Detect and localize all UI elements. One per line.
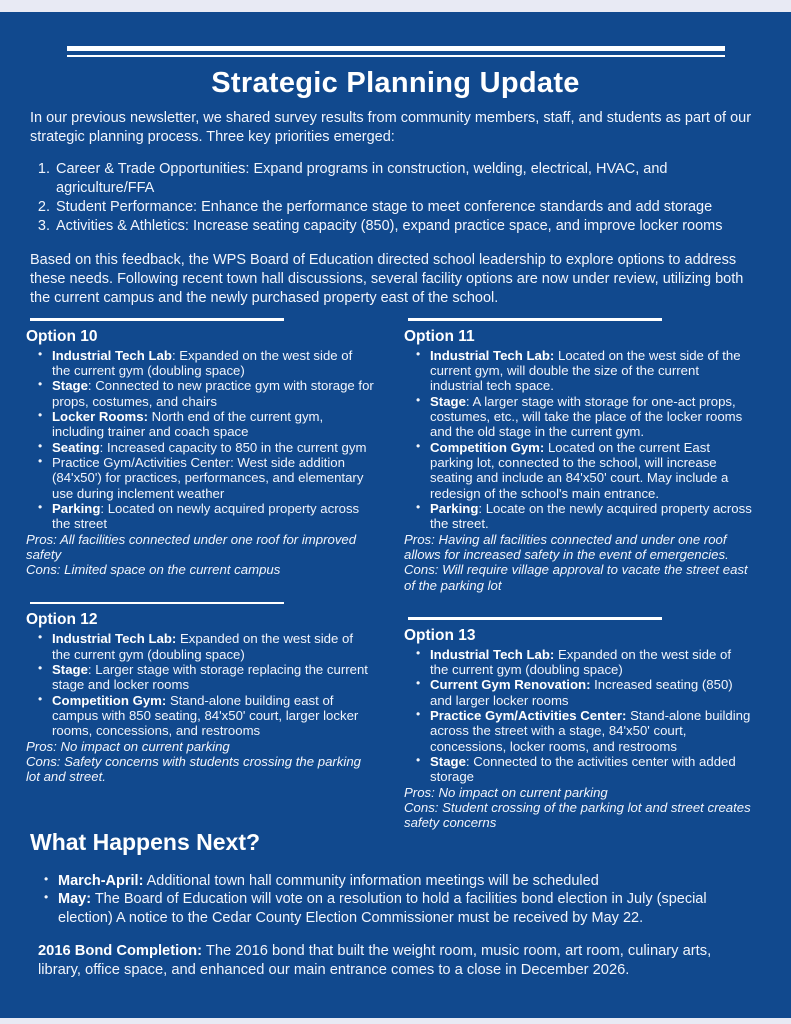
options-column-right — [404, 318, 752, 856]
option-bullet: • Industrial Tech Lab: Located on the west side of the current gym, will double the size of the current industrial tech space. — [404, 348, 752, 394]
option-cons: Cons: Student crossing of the parking lot and street creates safety concerns — [404, 800, 751, 831]
option-divider-rule — [30, 602, 284, 605]
option-pros: Pros: All facilities connected under one roof for improved safety — [26, 531, 357, 562]
option-bullet-list — [26, 631, 374, 738]
option-bullet: • Seating: Increased capacity to 850 in the current gym — [26, 440, 374, 455]
page-title: Strategic Planning Update — [211, 67, 580, 99]
bond-completion-note: 2016 Bond Completion: The 2016 bond that built the weight room, music room, art room, culinary arts, library, office space, and enhanced our main entrance comes to a close in December 2026. — [38, 942, 712, 978]
option-cons: Cons: Will require village approval to vacate the street east of the parking lot — [404, 562, 748, 593]
option-bullet: • Stage: Connected to new practice gym with storage for props, costumes, and chairs — [26, 378, 374, 409]
option-cons: Cons: Limited space on the current campus — [26, 562, 281, 578]
option-bullet: • Industrial Tech Lab: Expanded on the west side of the current gym (doubling space) — [26, 348, 374, 379]
option-bullet: • Industrial Tech Lab: Expanded on the west side of the current gym (doubling space) — [404, 647, 752, 678]
option-bullet-list — [404, 647, 752, 785]
option-bullet: • Stage: A larger stage with storage for one-act props, costumes, etc., will take the place of the locker rooms and the old stage in the current gym. — [404, 394, 752, 440]
option-bullet-list — [26, 348, 374, 532]
option-cons: Cons: Safety concerns with students crossing the parking lot and street. — [26, 753, 361, 785]
option-bullet: • Locker Rooms: North end of the current gym, including trainer and coach space — [26, 409, 374, 440]
option-title: Option 12 — [26, 611, 98, 629]
option-bullet: • Stage: Connected to the activities center with added storage — [404, 754, 752, 785]
header-rule-thick — [67, 46, 725, 51]
option-10-section — [26, 318, 374, 578]
option-title: Option 10 — [26, 327, 98, 345]
option-bullet: • Competition Gym: Located on the current East parking lot, connected to the school, will increase seating and include an 84'x50' court. May include a redesign of the school's main entrance. — [404, 440, 752, 501]
next-steps-item: • May: The Board of Education will vote on a resolution to hold a facilities bond election in July (special election) A notice to the Cedar County Election Commissioner must be received by May 22. — [42, 890, 761, 927]
next-steps-list — [42, 872, 761, 928]
feedback-paragraph: Based on this feedback, the WPS Board of Education directed school leadership to explore options to address these needs. Following recent town hall discussions, several facility options are now under review, utilizing both the current campus and the newly purchased property east of the school. — [30, 252, 744, 307]
option-bullet: • Industrial Tech Lab: Expanded on the west side of the current gym (doubling space) — [26, 631, 374, 662]
option-pros: Pros: No impact on current parking — [404, 784, 608, 800]
option-bullet-list — [404, 348, 752, 532]
top-edge-strip — [0, 0, 791, 12]
bottom-edge-strip — [0, 1018, 791, 1024]
option-pros: Pros: Having all facilities connected and under one roof allows for increased safety in the event of emergencies. — [404, 531, 729, 562]
header-rule-thin — [67, 55, 725, 57]
option-bullet: • Parking: Locate on the newly acquired property across the street. — [404, 501, 752, 532]
priority-item: 3. Activities & Athletics: Increase seating capacity (850), expand practice space, and improve locker rooms — [54, 217, 765, 236]
priority-list — [32, 160, 765, 235]
option-bullet: • Practice Gym/Activities Center: Stand-alone building across the street with a stage, 84'x50' court, concessions, locker rooms, and restrooms — [404, 708, 752, 754]
option-13-section — [404, 617, 752, 831]
next-steps-item: • March-April: Additional town hall community information meetings will be scheduled — [42, 872, 761, 891]
options-column-left — [26, 318, 374, 856]
option-divider-rule — [408, 617, 662, 620]
option-pros: Pros: No impact on current parking — [26, 738, 230, 754]
options-columns — [0, 318, 791, 856]
option-divider-rule — [30, 318, 284, 321]
option-divider-rule — [408, 318, 662, 321]
intro-paragraph: In our previous newsletter, we shared survey results from community members, staff, and students as part of our strategic planning process. Three key priorities emerged: — [30, 110, 752, 145]
option-bullet: • Stage: Larger stage with storage replacing the current stage and locker rooms — [26, 662, 374, 693]
option-11-section — [404, 318, 752, 593]
option-12-section — [26, 602, 374, 785]
priority-item: 1. Career & Trade Opportunities: Expand programs in construction, welding, electrical, HVAC, and agriculture/FFA — [54, 160, 765, 198]
option-bullet: • Practice Gym/Activities Center: West side addition (84'x50') for practices, performances, and elementary use during inclement weather — [26, 455, 374, 501]
header-double-rule — [67, 46, 725, 57]
option-title: Option 11 — [404, 327, 475, 345]
option-title: Option 13 — [404, 626, 476, 644]
next-steps-heading: What Happens Next? — [30, 828, 261, 855]
option-bullet: • Parking: Located on newly acquired property across the street — [26, 501, 374, 532]
priority-item: 2. Student Performance: Enhance the performance stage to meet conference standards and add storage — [54, 198, 765, 217]
option-bullet: • Competition Gym: Stand-alone building east of campus with 850 seating, 84'x50' court, larger locker rooms, concessions, and restrooms — [26, 693, 374, 739]
option-bullet: • Current Gym Renovation: Increased seating (850) and larger locker rooms — [404, 677, 752, 708]
